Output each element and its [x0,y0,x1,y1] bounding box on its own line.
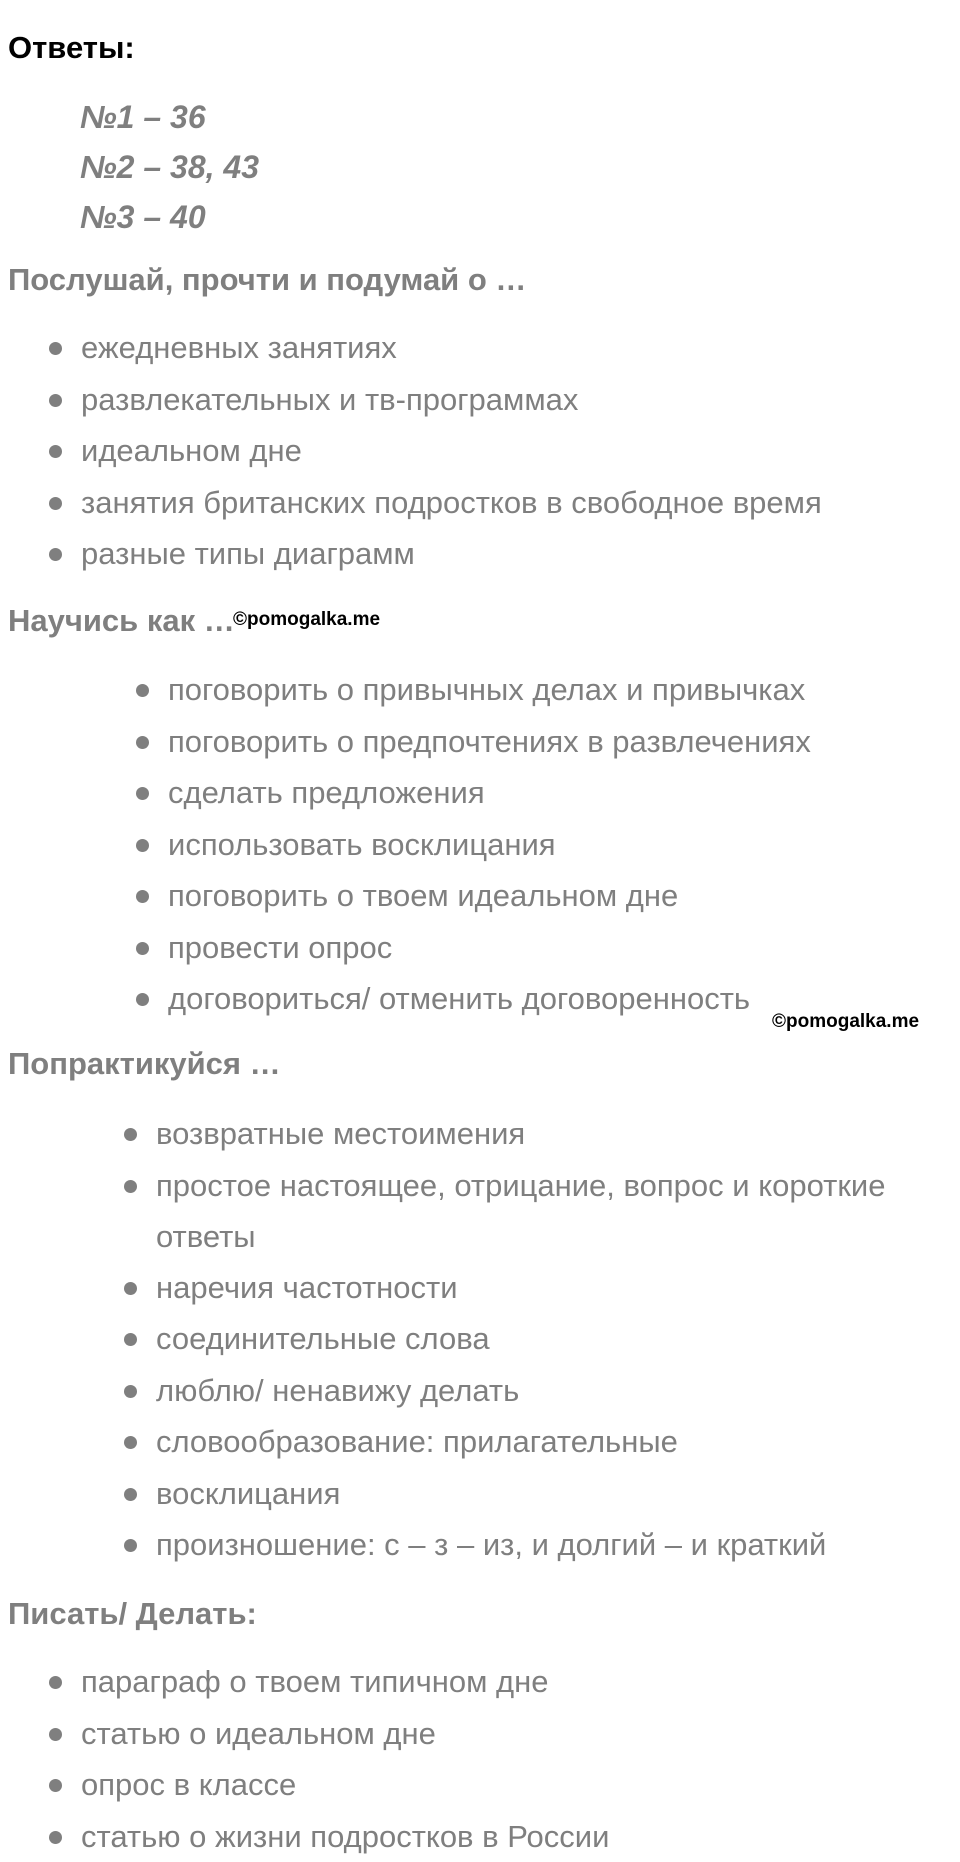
listen-list [81,322,822,580]
learn-list [168,664,811,1025]
practice-heading: Попрактикуйся … [8,1044,281,1084]
bullet-icon [49,548,62,561]
bullet-icon [124,1539,137,1552]
bullet-icon [49,1728,62,1741]
list-item: занятия британских подростков в свободное время [81,477,822,529]
bullet-icon [49,445,62,458]
bullet-icon [124,1333,137,1346]
practice-list [156,1108,956,1571]
list-item: провести опрос [168,922,811,974]
bullet-icon [136,942,149,955]
list-item: использовать восклицания [168,819,811,871]
answer-item: №1 – 36 [80,92,259,142]
bullet-icon [124,1282,137,1295]
list-item: сделать предложения [168,767,811,819]
list-item: возвратные местоимения [156,1108,956,1160]
bullet-icon [136,993,149,1006]
list-item: люблю/ ненавижу делать [156,1365,956,1417]
listen-heading: Послушай, прочти и подумай о … [8,260,526,300]
bullet-icon [49,1676,62,1689]
list-item: договориться/ отменить договоренность [168,973,811,1025]
list-item: произношение: с – з – из, и долгий – и краткий [156,1519,956,1571]
list-item: разные типы диаграмм [81,528,822,580]
bullet-icon [49,1831,62,1844]
bullet-icon [124,1436,137,1449]
watermark: ©pomogalka.me [233,609,380,631]
watermark: ©pomogalka.me [772,1011,919,1033]
list-item: простое настоящее, отрицание, вопрос и короткие ответы [156,1160,956,1262]
bullet-icon [136,839,149,852]
bullet-icon [49,1779,62,1792]
list-item: ежедневных занятиях [81,322,822,374]
list-item: наречия частотности [156,1262,956,1314]
write-heading: Писать/ Делать: [8,1594,257,1634]
bullet-icon [49,394,62,407]
bullet-icon [124,1180,137,1193]
bullet-icon [49,497,62,510]
bullet-icon [136,787,149,800]
answers-heading: Ответы: [8,28,135,68]
list-item: словообразование: прилагательные [156,1416,956,1468]
bullet-icon [124,1385,137,1398]
answer-item: №3 – 40 [80,192,259,242]
answers-list [80,92,259,242]
bullet-icon [124,1488,137,1501]
list-item: идеальном дне [81,425,822,477]
list-item: поговорить о твоем идеальном дне [168,870,811,922]
bullet-icon [124,1128,137,1141]
bullet-icon [136,890,149,903]
list-item: поговорить о привычных делах и привычках [168,664,811,716]
write-list [81,1656,609,1862]
list-item: статью о жизни подростков в России [81,1811,609,1862]
list-item: развлекательных и тв-программах [81,374,822,426]
list-item: поговорить о предпочтениях в развлечениях [168,716,811,768]
list-item: соединительные слова [156,1313,956,1365]
learn-heading: Научись как … [8,601,235,641]
list-item: опрос в классе [81,1759,609,1811]
list-item: статью о идеальном дне [81,1708,609,1760]
list-item: восклицания [156,1468,956,1520]
answer-item: №2 – 38, 43 [80,142,259,192]
bullet-icon [136,736,149,749]
bullet-icon [136,684,149,697]
bullet-icon [49,342,62,355]
list-item: параграф о твоем типичном дне [81,1656,609,1708]
